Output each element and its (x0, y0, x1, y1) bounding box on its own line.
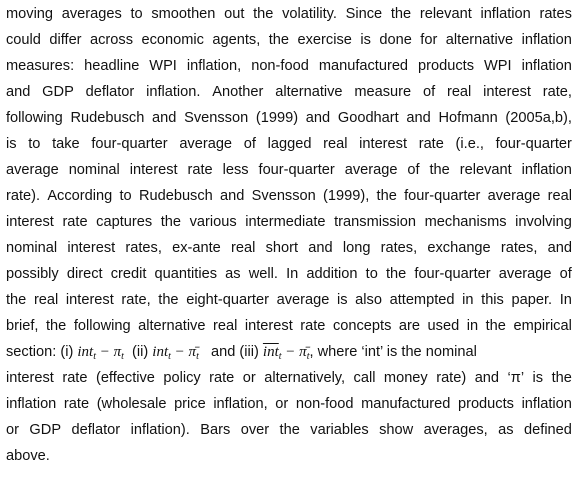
word: rate (62, 370, 88, 386)
word: four-quarter (414, 266, 491, 282)
math-subscript: t (168, 351, 171, 362)
word: quantities (154, 266, 218, 282)
word: is (6, 136, 17, 152)
word: real (213, 318, 238, 334)
word: defined (524, 422, 572, 438)
math-base: π̄ (188, 344, 197, 360)
word: interest (6, 214, 54, 230)
word: real (33, 292, 59, 308)
word: real (323, 136, 348, 152)
word: rate (187, 162, 213, 178)
word: is (360, 32, 371, 48)
word: Bars (200, 422, 231, 438)
word: of (243, 136, 256, 152)
word: deflator (71, 422, 121, 438)
word: mechanisms (424, 214, 507, 230)
text-line (6, 105, 572, 131)
word: less (222, 162, 249, 178)
word: following (73, 318, 131, 334)
word: or (275, 396, 289, 412)
text-line (6, 287, 572, 313)
word: (2005a,b), (505, 110, 572, 126)
word: inflation, (213, 396, 268, 412)
word: rates, (500, 240, 538, 256)
word: done (379, 32, 412, 48)
word: intermediate (245, 214, 326, 230)
word: captures (96, 214, 153, 230)
word: inflation (521, 32, 572, 48)
minus-sign: − (281, 344, 300, 360)
text-line (6, 417, 572, 443)
word: used (427, 318, 460, 334)
text-line (6, 313, 572, 339)
word: In (286, 266, 299, 282)
word: inflation (521, 162, 572, 178)
word: to (119, 188, 132, 204)
word: also (355, 292, 382, 308)
label-text: (ii) (123, 344, 153, 360)
word: four-quarter (495, 136, 572, 152)
text-line (6, 209, 572, 235)
word: price (174, 396, 206, 412)
word: the (385, 266, 407, 282)
math-subscript: t (93, 351, 96, 362)
word: the (390, 6, 412, 22)
word: brief, (6, 318, 39, 334)
text-line (6, 183, 572, 209)
word: (i.e., (455, 136, 484, 152)
word: empirical (513, 318, 572, 334)
word: deflator (85, 84, 135, 100)
word: volatility. (282, 6, 337, 22)
word: real (547, 188, 572, 204)
math-pibar-term (299, 339, 309, 365)
word: or (242, 370, 256, 386)
word: (effective (95, 370, 155, 386)
word: alternative (445, 32, 514, 48)
word: eight-quarter (186, 292, 269, 308)
text-line (6, 131, 572, 157)
paragraph (6, 1, 572, 469)
math-int-term (77, 339, 96, 365)
word: interest (359, 136, 408, 152)
word: averages, (423, 422, 488, 438)
word: average (487, 188, 541, 204)
word: real (231, 240, 256, 256)
word: differ (49, 32, 82, 48)
word: manufactured (318, 58, 409, 74)
label-text: , where ‘int’ is the nominal (309, 344, 477, 360)
word: could (6, 32, 41, 48)
word: rates, (380, 240, 418, 256)
word: and (6, 84, 31, 100)
word: following (6, 110, 63, 126)
math-subscript: t (121, 351, 124, 362)
word: various (189, 214, 237, 230)
word: average (344, 162, 398, 178)
word: long (342, 240, 371, 256)
word: as (225, 266, 241, 282)
word: interest (67, 240, 116, 256)
word: products (418, 58, 475, 74)
word: direct (66, 266, 103, 282)
math-line (6, 339, 572, 365)
word: rate) (436, 370, 467, 386)
word: rate (418, 136, 444, 152)
word: is (532, 370, 544, 386)
word: and (220, 188, 245, 204)
word: non-food (295, 396, 354, 412)
word: of (559, 266, 572, 282)
word: products (457, 396, 514, 412)
math-base: $\overline{int}$ (262, 344, 279, 360)
word: average (498, 266, 552, 282)
word: non-food (251, 58, 309, 74)
word: over (240, 422, 270, 438)
word: Since (345, 6, 383, 22)
label-text: and (iii) (198, 344, 263, 360)
word: transmission (334, 214, 417, 230)
word: the (45, 318, 67, 334)
word: Svensson (251, 188, 316, 204)
word: out (224, 6, 245, 22)
word: and (547, 240, 572, 256)
word: manufactured (361, 396, 451, 412)
word: measure (354, 84, 412, 100)
word: to (130, 6, 143, 22)
word: policy (163, 370, 201, 386)
text-line (6, 365, 572, 391)
text-line (6, 157, 572, 183)
word: smoothen (151, 6, 216, 22)
word: rates (539, 6, 572, 22)
word: rate, (121, 292, 151, 308)
word: headline (84, 58, 140, 74)
math-subscript: t (196, 351, 199, 362)
word: the (279, 422, 300, 438)
word: involving (515, 214, 572, 230)
word: the (376, 188, 397, 204)
word: to (365, 266, 378, 282)
word: GDP (29, 422, 62, 438)
word: in (466, 318, 479, 334)
word: inflation). (130, 422, 190, 438)
word: inflation, (186, 58, 242, 74)
word: average (276, 292, 330, 308)
word: relevant (419, 6, 472, 22)
text-line (6, 391, 572, 417)
word: rate (62, 214, 88, 230)
word: well. (248, 266, 278, 282)
word: this (481, 292, 504, 308)
text-line (6, 1, 572, 27)
word: the (160, 214, 182, 230)
word: money (383, 370, 428, 386)
math-pi-term (114, 339, 124, 365)
word: are (398, 318, 421, 334)
word: relevant (459, 162, 512, 178)
word: WPI (484, 58, 512, 74)
word: take (52, 136, 80, 152)
word: interest (244, 318, 293, 334)
word: the (485, 318, 506, 334)
word: average (179, 136, 233, 152)
word: and (406, 110, 431, 126)
word: and (305, 110, 331, 126)
text-line (6, 27, 572, 53)
word: show (379, 422, 414, 438)
word: the (253, 6, 274, 22)
word: inflation (521, 58, 572, 74)
word: ‘π’ (507, 370, 525, 386)
word: rate, (542, 84, 572, 100)
word: attempted (389, 292, 455, 308)
word: agents, (212, 32, 261, 48)
word: for (420, 32, 438, 48)
word: Svensson (184, 110, 249, 126)
word: (1999) (255, 110, 299, 126)
word: exercise (297, 32, 352, 48)
word: rate (300, 318, 326, 334)
word: to (28, 136, 41, 152)
word: GDP (42, 84, 74, 100)
math-intbar-term (263, 339, 282, 365)
minus-sign: − (96, 344, 114, 360)
word: paper. (511, 292, 553, 308)
word: four-quarter (404, 188, 481, 204)
word: According (47, 188, 113, 204)
word: and (308, 240, 333, 256)
word: of (422, 84, 436, 100)
label-text: section: (i) (6, 344, 78, 360)
word: averages (61, 6, 122, 22)
math-pibar-term (189, 339, 199, 365)
word: and (474, 370, 500, 386)
word: alternative (138, 318, 206, 334)
word: rates, (125, 240, 162, 256)
word: interest (6, 370, 54, 386)
word: rate). (6, 188, 41, 204)
word: real (446, 84, 472, 100)
word: lagged (267, 136, 312, 152)
word: Another (212, 84, 264, 100)
word: the (6, 292, 27, 308)
word: alternative (275, 84, 343, 100)
word: inflation (6, 396, 57, 412)
word: measures: (6, 58, 75, 74)
word: alternatively, (264, 370, 346, 386)
word: or (6, 422, 19, 438)
text-line (6, 235, 572, 261)
word: Rudebusch (70, 110, 145, 126)
word: interest (483, 84, 531, 100)
math-base: π̄ (299, 344, 307, 360)
word: variables (310, 422, 369, 438)
math-base: π (113, 344, 122, 360)
word: the (158, 292, 179, 308)
word: across (90, 32, 133, 48)
word: of (407, 162, 420, 178)
word: as (498, 422, 514, 438)
word: (1999), (323, 188, 370, 204)
word: inflation (521, 396, 572, 412)
math-int-term (152, 339, 171, 365)
word: Goodhart (337, 110, 399, 126)
word: rate (209, 370, 235, 386)
word: nominal (6, 240, 58, 256)
math-base: int (77, 344, 94, 360)
text-line (6, 443, 572, 469)
word: short (265, 240, 299, 256)
math-base: int (152, 344, 169, 360)
word: average (6, 162, 59, 178)
word: Hofmann (438, 110, 498, 126)
word: concepts (332, 318, 392, 334)
word: moving (6, 6, 54, 22)
minus-sign: − (170, 344, 189, 360)
word: the (551, 370, 572, 386)
word: is (336, 292, 348, 308)
word: call (353, 370, 376, 386)
word: addition (306, 266, 358, 282)
word: the (429, 162, 450, 178)
word: nominal (68, 162, 120, 178)
word: interest (65, 292, 114, 308)
word: the (268, 32, 290, 48)
word: In (559, 292, 572, 308)
word: Rudebusch (138, 188, 213, 204)
word: exchange (427, 240, 491, 256)
word: four-quarter (91, 136, 168, 152)
math-subscript: t (306, 351, 310, 362)
word: rate (63, 396, 90, 412)
math-subscript: t (278, 351, 282, 362)
word: inflation. (146, 84, 201, 100)
text-line (6, 261, 572, 287)
text-line (6, 79, 572, 105)
word: credit (110, 266, 147, 282)
word: inflation (480, 6, 531, 22)
word: (wholesale (96, 396, 167, 412)
word: economic (141, 32, 204, 48)
word: possibly (6, 266, 59, 282)
word: interest (129, 162, 178, 178)
word: WPI (149, 58, 177, 74)
word: four-quarter (258, 162, 335, 178)
text-line (6, 53, 572, 79)
word: ex-ante (172, 240, 221, 256)
word: in (462, 292, 474, 308)
word: above. (6, 448, 50, 464)
word: and (152, 110, 177, 126)
